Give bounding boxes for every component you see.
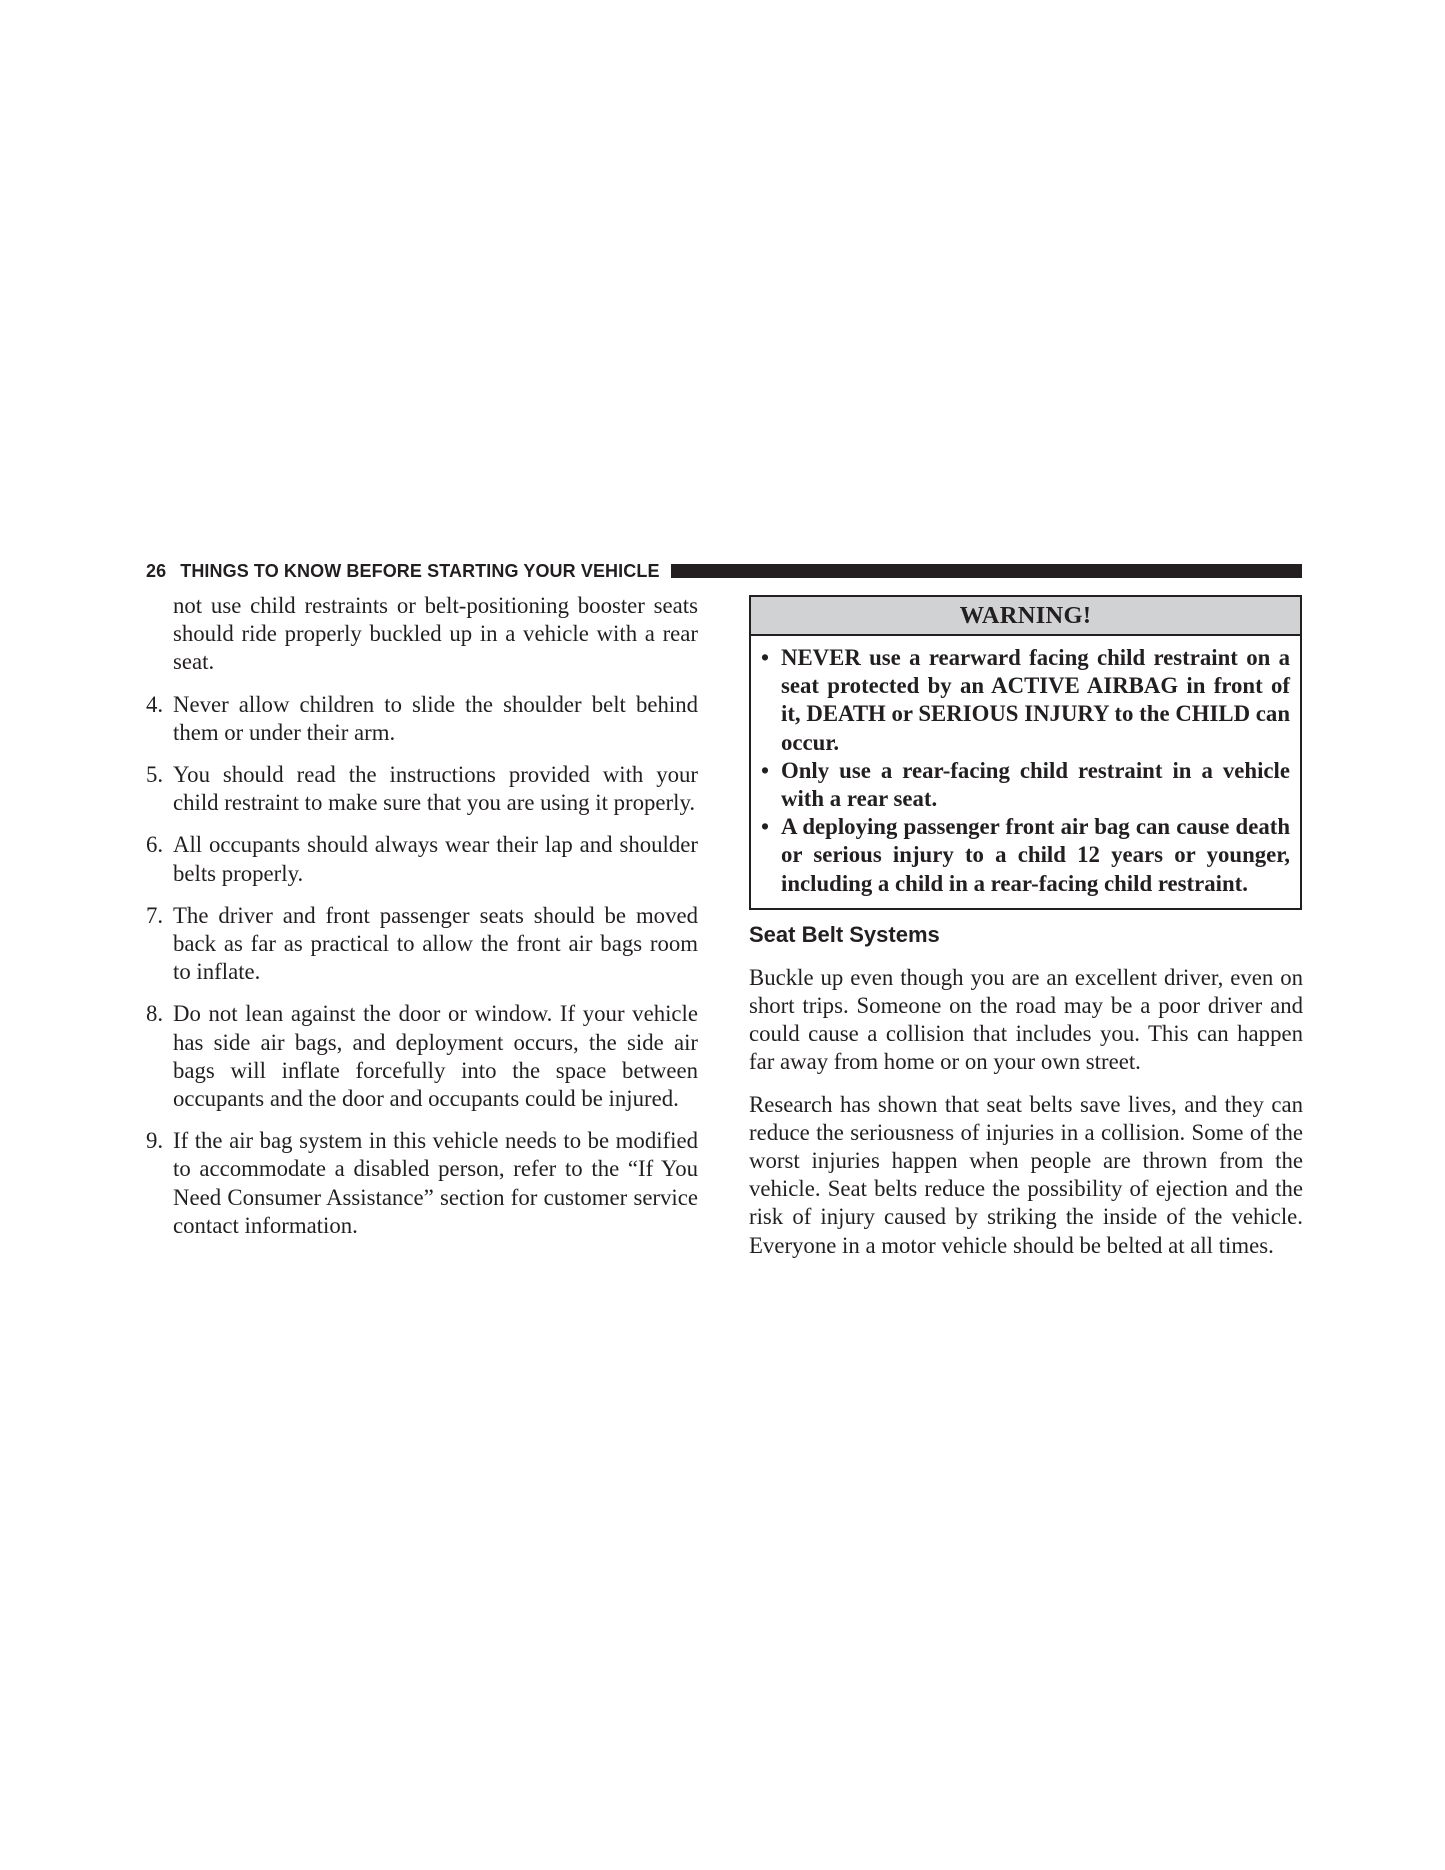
list-item-number: 6. [146,832,164,858]
header-rule-bar [671,564,1302,578]
list-item [146,1000,698,1113]
list-item [146,691,698,747]
list-item [146,902,698,987]
section-title: THINGS TO KNOW BEFORE STARTING YOUR VEHICLE [180,560,660,581]
list-item-text: If the air bag system in this vehicle needs to be modified to accommodate a disabled person, refer to the “If You Need Consumer Assistance” section for customer service contact information. [173,1128,698,1238]
warning-item-text: A deploying passenger front air bag can cause death or serious injury to a child 12 years or younger, including a child in a rear-facing child restraint. [781,814,1290,896]
list-item-number: 4. [146,691,164,717]
list-item-text: Do not lean against the door or window. If your vehicle has side air bags, and deployment occurs, the side air bags will inflate forcefully into the space between occupants and the door and occupants could be injured. [173,1001,698,1112]
list-item-text: All occupants should always wear their lap and shoulder belts properly. [173,832,698,886]
list-item-text: Never allow children to slide the shoulder belt behind them or under their arm. [173,691,698,745]
page-number: 26 [146,560,167,581]
list-item-number: 9. [146,1128,164,1154]
warning-title: WARNING! [751,597,1300,636]
list-item [146,1127,698,1240]
warning-item-text: Only use a rear-facing child restraint in a vehicle with a rear seat. [781,757,1290,812]
continued-paragraph: not use child restraints or belt-positioning booster seats should ride properly buckled up in a vehicle with a rear seat. [173,593,698,675]
list-item-text: The driver and front passenger seats should be moved back as far as practical to allow the front air bags room to inflate. [173,902,698,985]
body-paragraph: Buckle up even though you are an excellent driver, even on short trips. Someone on the road may be a poor driver and could cause a collision that includes you. This can happen far away from home or on your own street. [749,964,1303,1075]
list-item-number: 8. [146,1001,164,1027]
list-item [146,761,698,817]
warning-list [751,636,1300,908]
right-column [748,595,1303,1274]
list-item-text: You should read the instructions provided with your child restraint to make sure that you are using it properly. [173,762,698,816]
warning-box [749,595,1302,910]
left-column [146,592,698,1254]
page-header [146,558,1302,584]
list-item-number: 5. [146,762,164,788]
body-paragraph: Research has shown that seat belts save lives, and they can reduce the seriousness of injuries in a collision. Some of the worst injuries happen when people are thrown from the vehicle. Seat belts reduce the possibility of ejection and the risk of injury caused by striking the inside of the vehicle. Everyone in a motor vehicle should be belted at all times. [749,1091,1303,1258]
warning-item [761,757,1290,813]
section-heading: Seat Belt Systems [749,921,940,947]
warning-item-text: NEVER use a rearward facing child restraint on a seat protected by an ACTIVE AIRBAG in front of it, DEATH or SERIOUS INJURY to the CHILD can occur. [781,645,1290,755]
bullet-icon: • [761,814,769,840]
warning-item [761,813,1290,898]
bullet-icon: • [761,645,769,670]
list-item-number: 7. [146,902,164,928]
list-item [146,831,698,887]
warning-item [761,644,1290,757]
bullet-icon: • [761,757,769,783]
